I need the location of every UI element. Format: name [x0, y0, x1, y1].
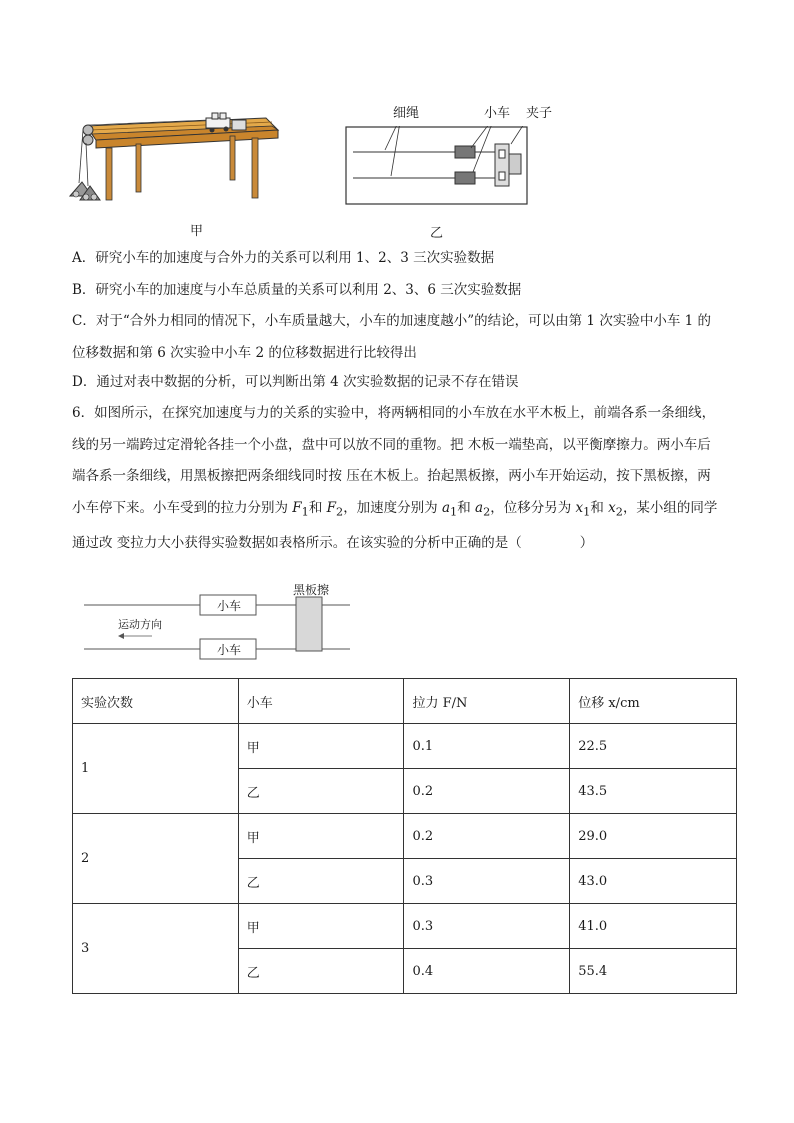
header-cell: 实验次数: [73, 679, 239, 724]
header-cell: 拉力 F/N: [404, 679, 570, 724]
label-clip: 夹子: [526, 106, 553, 121]
subscript-x1: 1: [583, 505, 591, 519]
option-letter: C: [72, 313, 83, 329]
symbol-f1: F: [292, 499, 302, 516]
option-text: 通过对表中数据的分析，可以判断出第 4 次实验数据的记录不存在错误: [96, 374, 519, 390]
trial-cell: 2: [73, 814, 239, 904]
displacement-cell: 41.0: [570, 904, 737, 949]
force-cell: 0.4: [404, 949, 570, 994]
force-cell: 0.1: [404, 724, 570, 769]
option-letter: B: [72, 282, 82, 298]
force-cell: 0.2: [404, 769, 570, 814]
table-row: [73, 724, 737, 769]
question-text-1: 如图所示，在探究加速度与力的关系的实验中，将两辆相同的小车放在水平木板上，前端各系一条细线，线的另一端跨过定滑轮各挂一个小盘，盘中可以放不同的重物。把 木板一端垫高，以平衡摩擦力。两小车后端各系一条细线，用黑板擦把两条细线同时按 压在木板上。抬起黑板擦，两小车开始运动，按下黑板擦，两小车停下来。小车受到的拉力分别为: [72, 405, 716, 516]
symbol-x1: x: [575, 499, 584, 516]
trial-cell: 3: [73, 904, 239, 994]
trial-cell: 1: [73, 724, 239, 814]
conjunction-2: 和: [457, 499, 476, 516]
direction-label: 运动方向: [118, 618, 162, 631]
question-text-5: ）: [579, 534, 594, 551]
force-cell: 0.3: [404, 904, 570, 949]
figure-b-caption: 乙: [430, 226, 444, 241]
displacement-cell: 22.5: [570, 724, 737, 769]
option-text: 对于“合外力相同的情况下，小车质量越大，小车的加速度越小”的结论，可以由第 1 次实验中小车 1 的位移数据和第 6 次实验中小车 2 的位移数据进行比较得出: [72, 313, 711, 361]
question-number: 6．: [72, 405, 95, 421]
cart-top-label: 小车: [217, 599, 242, 613]
figure-top-view: [345, 126, 531, 208]
cart-cell: 甲: [238, 904, 404, 949]
displacement-cell: 43.0: [570, 859, 737, 904]
displacement-cell: 43.5: [570, 769, 737, 814]
conjunction-1: 和: [308, 499, 327, 516]
label-rope: 细绳: [393, 106, 420, 121]
eraser-label: 黑板擦: [293, 583, 330, 597]
cart-cell: 甲: [238, 814, 404, 859]
symbol-a1: a: [441, 499, 451, 516]
subscript-a2: 2: [483, 505, 491, 519]
cart-cell: 甲: [238, 724, 404, 769]
option-text: 研究小车的加速度与小车总质量的关系可以利用 2、3、6 三次实验数据: [95, 282, 522, 298]
cart-cell: 乙: [238, 769, 404, 814]
option-letter: D: [72, 374, 83, 390]
force-cell: 0.3: [404, 859, 570, 904]
option-text: 研究小车的加速度与合外力的关系可以利用 1、2、3 三次实验数据: [95, 250, 495, 266]
figure-table-apparatus: [66, 108, 296, 210]
table-row: [73, 904, 737, 949]
header-cell: 小车: [238, 679, 404, 724]
subscript-f1: 1: [301, 505, 309, 519]
label-cart: 小车: [484, 106, 511, 121]
subscript-x2: 2: [615, 505, 623, 519]
symbol-f2: F: [326, 499, 337, 516]
question-6: [72, 398, 722, 559]
symbol-a2: a: [475, 499, 484, 516]
subscript-a1: 1: [450, 505, 458, 519]
subscript-f2: 2: [336, 505, 344, 519]
cart-cell: 乙: [238, 859, 404, 904]
option-d: D．通过对表中数据的分析，可以判断出第 4 次实验数据的记录不存在错误: [72, 374, 519, 390]
conjunction-3: 和: [590, 499, 609, 516]
cart-cell: 乙: [238, 949, 404, 994]
question-text-3: ，位移分另为: [490, 499, 576, 516]
option-c: C．对于“合外力相同的情况下，小车质量越大，小车的加速度越小”的结论，可以由第 1 次实验中小车 1 的位移数据和第 6 次实验中小车 2 的位移数据进行比较得出: [72, 313, 711, 361]
option-b: B．研究小车的加速度与小车总质量的关系可以利用 2、3、6 三次实验数据: [72, 282, 522, 298]
figure-a-caption: 甲: [190, 224, 204, 239]
question-text-2: ，加速度分别为: [343, 499, 442, 516]
header-cell: 位移 x/cm: [570, 679, 737, 724]
data-table: [72, 678, 737, 994]
displacement-cell: 29.0: [570, 814, 737, 859]
symbol-x2: x: [608, 499, 616, 516]
option-a: A．研究小车的加速度与合外力的关系可以利用 1、2、3 三次实验数据: [72, 250, 495, 266]
displacement-cell: 55.4: [570, 949, 737, 994]
table-header-row: [73, 679, 737, 724]
table-row: [73, 814, 737, 859]
force-cell: 0.2: [404, 814, 570, 859]
cart-bottom-label: 小车: [217, 643, 242, 657]
option-letter: A: [72, 250, 82, 266]
question-text-4: ，某小组的同学通过改 变拉力大小获得实验数据如表格所示。在该实验的分析中正确的是（: [72, 499, 718, 551]
